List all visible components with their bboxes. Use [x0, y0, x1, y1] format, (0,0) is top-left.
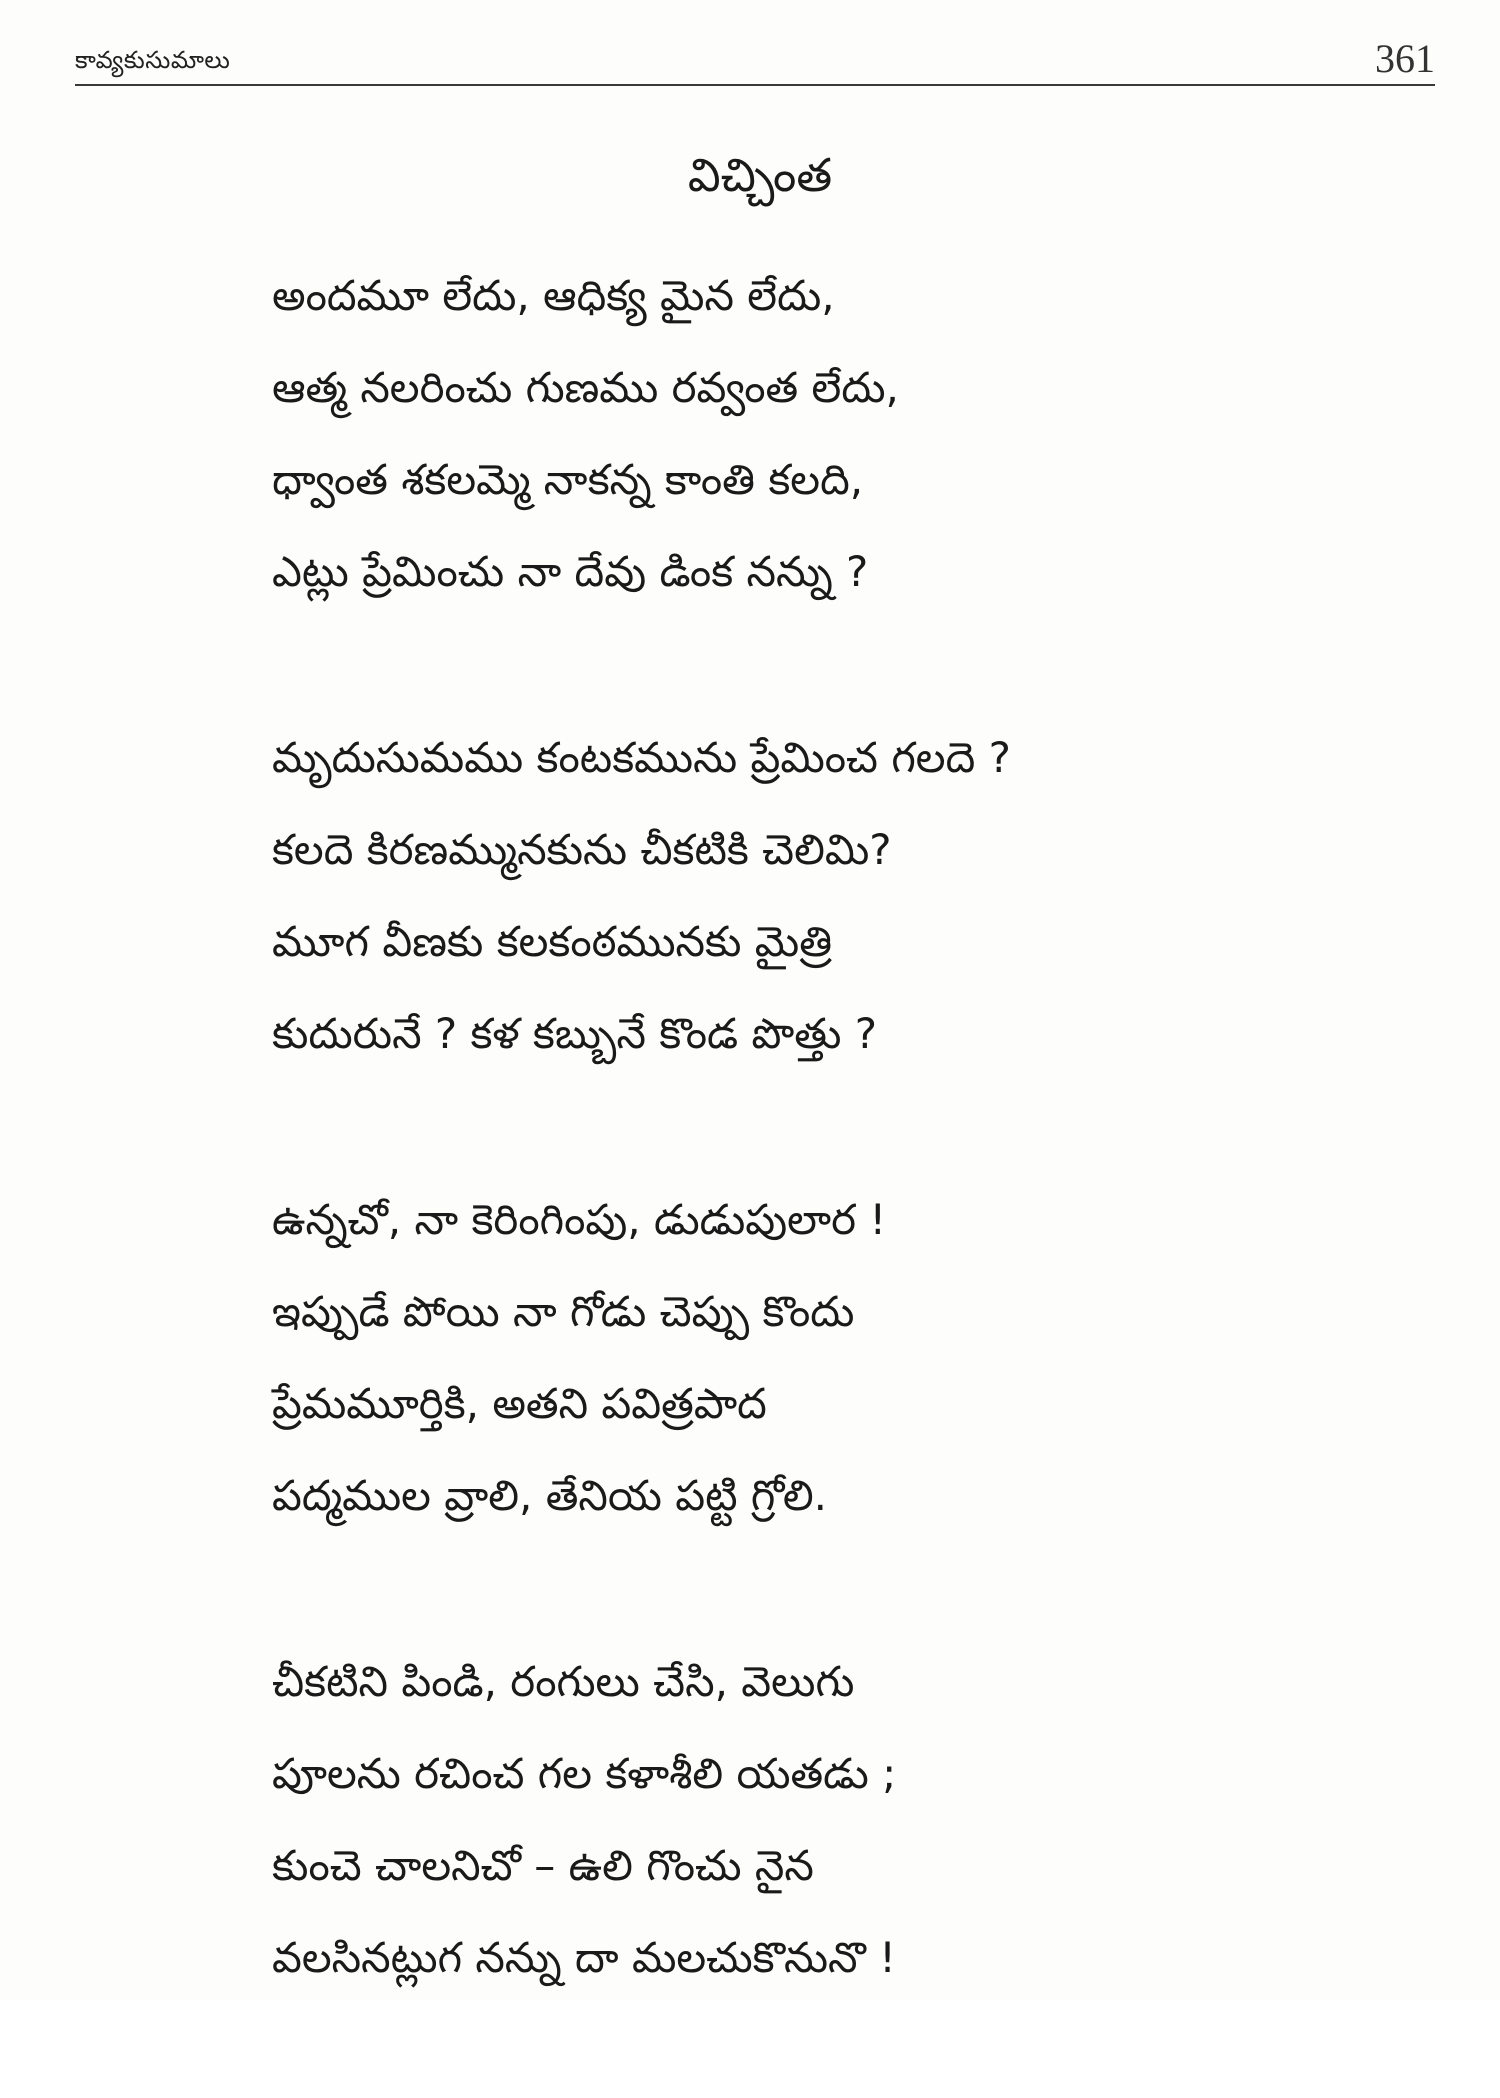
- poem-line: కుంచె చాలనిచో – ఉలి గొంచు నైన: [272, 1841, 814, 1890]
- poem-line: మృదుసుమము కంటకమును ప్రేమించ గలదె ?: [272, 733, 1011, 782]
- poem-line: వలసినట్లుగ నన్ను దా మలచుకొనునొ !: [272, 1933, 896, 1982]
- poem-line: ప్రేమమూర్తికి, అతని పవిత్రపాద: [272, 1379, 767, 1428]
- poem-line: ధ్వాంత శకలమ్మె నాకన్న కాంతి కలది,: [272, 455, 864, 504]
- poem-line: ఇప్పుడే పోయి నా గోడు చెప్పు కొందు: [272, 1287, 855, 1336]
- poem-line: మూగ వీణకు కలకంఠమునకు మైత్రి: [272, 917, 833, 966]
- stanza-4: [272, 1636, 1372, 2004]
- stanza-1: [272, 250, 1372, 618]
- poem-line: పూలను రచించ గల కళాశీలి యతడు ;: [272, 1749, 897, 1798]
- poem-line: పద్మముల వ్రాలి, తేనియ పట్టి గ్రోలి.: [272, 1471, 827, 1520]
- poem-line: ఉన్నచో, నా కెరింగింపు, డుడుపులార !: [272, 1195, 887, 1244]
- poem-title: విచ్చింత: [687, 148, 833, 202]
- book-title-header: కావ్యకుసుమాలు: [75, 46, 231, 74]
- poem-line: కలదె కిరణమ్మునకును చీకటికి చెలిమి?: [272, 825, 892, 874]
- stanza-2: [272, 712, 1372, 1080]
- poem-line: చీకటిని పిండి, రంగులు చేసి, వెలుగు: [272, 1657, 855, 1706]
- poem-body: [272, 250, 1372, 2098]
- poem-line: ఆత్మ నలరించు గుణము రవ్వంత లేదు,: [272, 363, 899, 412]
- poem-line: అందమూ లేదు, ఆధిక్య మైన లేదు,: [272, 271, 835, 320]
- stanza-3: [272, 1174, 1372, 1542]
- header-rule: [75, 84, 1435, 86]
- running-header: [75, 38, 1435, 86]
- poem-line: ఎట్లు ప్రేమించు నా దేవు డింక నన్ను ?: [272, 547, 869, 596]
- page-number: 361: [1375, 36, 1435, 81]
- poem-line: కుదురునే ? కళ కబ్బునే కొండ పొత్తు ?: [272, 1009, 878, 1058]
